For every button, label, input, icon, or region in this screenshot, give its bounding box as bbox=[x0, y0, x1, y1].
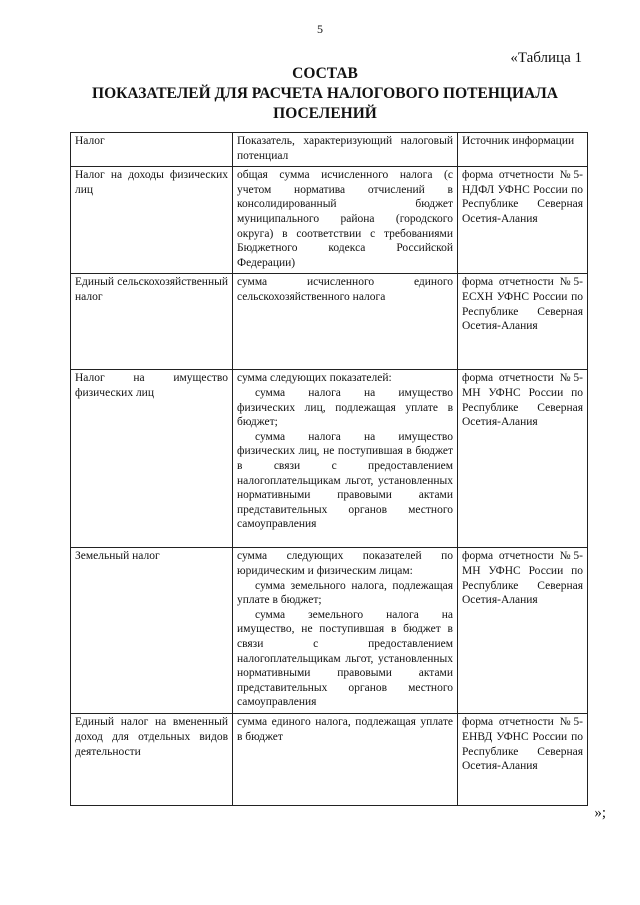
source-cell: форма отчетности №5-НДФЛ УФНС России по Республике Северная Осетия-Алания bbox=[458, 167, 588, 274]
indicator-item: сумма налога на имущество физических лиц, не поступившая в бюджет в связи с предоставлением налогоплательщикам льгот, установленных нормативными правовыми актами представительных органов местного самоуправления bbox=[237, 430, 453, 531]
indicator-text: сумма единого налога, подлежащая уплате в бюджет bbox=[237, 716, 453, 743]
table-row bbox=[71, 167, 588, 274]
indicator-item: сумма земельного налога, подлежащая уплате в бюджет; bbox=[237, 579, 453, 607]
table-reference: «Таблица 1 bbox=[510, 50, 582, 66]
table-row bbox=[71, 548, 588, 714]
source-cell: форма отчетности №5-ЕНВД УФНС России по Республике Северная Осетия-Алания bbox=[458, 714, 588, 806]
indicator-intro: сумма следующих показателей по юридическим и физическим лицам: bbox=[237, 550, 453, 577]
document-title bbox=[60, 64, 590, 124]
header-indicator: Показатель, характеризующий налоговый потенциал bbox=[233, 133, 458, 167]
indicator-item: сумма земельного налога на имущество, не поступившая в бюджет в связи с предоставлением налогоплательщикам льгот, установленных нормативными правовыми актами представительных органов местного самоуправления bbox=[237, 608, 453, 709]
indicator-cell bbox=[233, 714, 458, 806]
indicators-table bbox=[70, 132, 588, 806]
header-tax: Налог bbox=[71, 133, 233, 167]
title-line-1: СОСТАВ bbox=[292, 65, 358, 82]
table-row bbox=[71, 370, 588, 548]
indicator-item: сумма налога на имущество физических лиц, подлежащая уплате в бюджет; bbox=[237, 386, 453, 429]
source-cell: форма отчетности №5-МН УФНС России по Республике Северная Осетия-Алания bbox=[458, 370, 588, 548]
header-source: Источник информации bbox=[458, 133, 588, 167]
tax-name: Налог на доходы физических лиц bbox=[71, 167, 233, 274]
indicator-cell bbox=[233, 370, 458, 548]
table-header-row bbox=[71, 133, 588, 167]
page-number: 5 bbox=[317, 22, 323, 36]
indicator-intro: сумма следующих показателей: bbox=[237, 372, 392, 385]
indicator-cell bbox=[233, 167, 458, 274]
indicator-text: общая сумма исчисленного налога (с учетом норматива отчислений в консолидированный бюджет муниципального района (городского округа) в соответствии с требованиями Бюджетного кодекса Российской Федерации) bbox=[237, 169, 453, 269]
tax-name: Единый налог на вмененный доход для отдельных видов деятельности bbox=[71, 714, 233, 806]
indicator-text: сумма исчисленного единого сельскохозяйственного налога bbox=[237, 276, 453, 303]
title-line-3: ПОСЕЛЕНИЙ bbox=[273, 105, 377, 122]
table-row bbox=[71, 714, 588, 806]
title-line-2: ПОКАЗАТЕЛЕЙ ДЛЯ РАСЧЕТА НАЛОГОВОГО ПОТЕНЦИАЛА bbox=[92, 85, 558, 102]
source-cell: форма отчетности №5-ЕСХН УФНС России по Республике Северная Осетия-Алания bbox=[458, 274, 588, 370]
tax-name: Единый сельскохозяйственный налог bbox=[71, 274, 233, 370]
indicator-cell bbox=[233, 548, 458, 714]
indicator-cell bbox=[233, 274, 458, 370]
source-cell: форма отчетности №5-МН УФНС России по Республике Северная Осетия-Алания bbox=[458, 548, 588, 714]
closing-quote: »; bbox=[594, 805, 606, 821]
table-row bbox=[71, 274, 588, 370]
tax-name: Земельный налог bbox=[71, 548, 233, 714]
tax-name: Налог на имущество физических лиц bbox=[71, 370, 233, 548]
